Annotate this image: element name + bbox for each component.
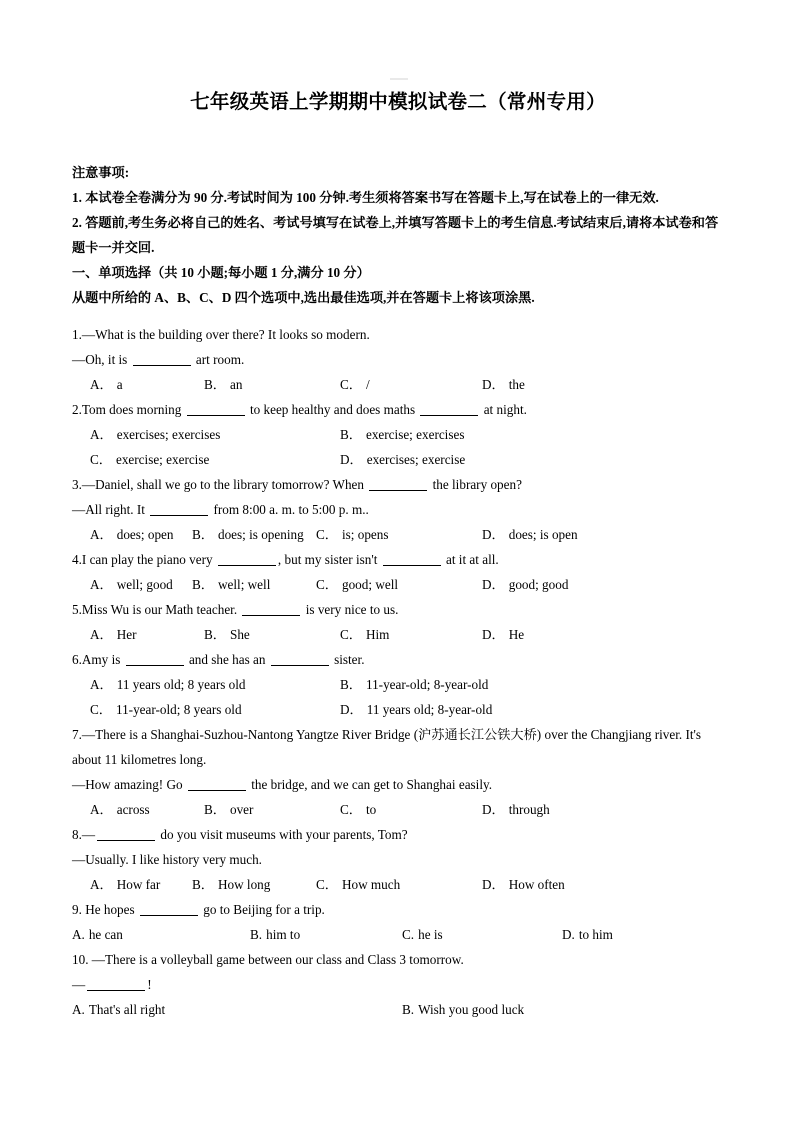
scan-artifact — [390, 78, 408, 80]
answer-blank[interactable] — [133, 365, 191, 366]
option-text: / — [365, 377, 370, 392]
option-text: over — [229, 802, 254, 817]
notice-item-1: 1. 本试卷全卷满分为 90 分.考试时间为 100 分钟.考生须将答案书写在答题卡上,写在试卷上的一律无效. — [72, 190, 659, 205]
answer-blank[interactable] — [369, 490, 427, 491]
option-text: good; good — [508, 577, 569, 592]
answer-blank[interactable] — [140, 915, 198, 916]
option-label: D． — [340, 452, 363, 467]
answer-blank[interactable] — [242, 615, 300, 616]
option-text: Him — [365, 627, 390, 642]
question-5-option-row-1 — [72, 622, 724, 647]
question-6-stem-line-1: 6.Amy is and she has an sister. — [72, 652, 365, 667]
question-9-option-D[interactable] — [562, 922, 613, 947]
question-5-stem-line-1: 5.Miss Wu is our Math teacher. is very nice to us. — [72, 602, 399, 617]
question-3-option-C[interactable] — [316, 522, 389, 547]
question-1 — [72, 322, 724, 397]
question-2-option-D[interactable] — [340, 447, 465, 472]
question-3-option-D[interactable] — [482, 522, 578, 547]
option-label: C． — [340, 627, 362, 642]
question-2-option-C[interactable] — [90, 447, 209, 472]
option-label: D． — [340, 702, 363, 717]
option-text: across — [116, 802, 150, 817]
notice-heading: 注意事项: — [72, 165, 130, 180]
question-8-option-C[interactable] — [316, 872, 400, 897]
question-9-option-row-1 — [72, 922, 724, 947]
question-7-option-A[interactable] — [90, 797, 150, 822]
question-1-option-D[interactable] — [482, 372, 525, 397]
question-10-stem-line-1: 10. —There is a volleyball game between our class and Class 3 tomorrow. — [72, 952, 464, 967]
option-label: D． — [482, 527, 505, 542]
option-label: D． — [482, 627, 505, 642]
answer-blank[interactable] — [150, 515, 208, 516]
option-label: C． — [340, 802, 362, 817]
option-text: How far — [116, 877, 161, 892]
question-1-stem-line-1: 1.—What is the building over there? It looks so modern. — [72, 327, 370, 342]
question-8-option-D[interactable] — [482, 872, 565, 897]
question-1-stem-line-2: —Oh, it is art room. — [72, 352, 245, 367]
section-heading: 一、单项选择（共 10 小题;每小题 1 分,满分 10 分） — [72, 265, 370, 280]
question-9-option-C[interactable] — [402, 922, 443, 947]
option-label: A． — [90, 677, 113, 692]
question-6-option-B[interactable] — [340, 672, 488, 697]
option-label: C． — [90, 702, 112, 717]
option-text: does; is open — [508, 527, 578, 542]
option-text: he can — [88, 927, 123, 942]
option-text: exercise; exercises — [365, 427, 465, 442]
question-6 — [72, 647, 724, 722]
question-6-option-A[interactable] — [90, 672, 246, 697]
question-4-option-C[interactable] — [316, 572, 398, 597]
option-text: him to — [266, 927, 301, 942]
question-7-stem-line-2: —How amazing! Go the bridge, and we can get to Shanghai easily. — [72, 777, 493, 792]
question-5 — [72, 597, 724, 647]
option-label: B． — [204, 802, 226, 817]
section-instruction: 从题中所给的 A、B、C、D 四个选项中,选出最佳选项,并在答题卡上将该项涂黑. — [72, 290, 535, 305]
question-4-option-row-1 — [72, 572, 724, 597]
option-text: the — [508, 377, 525, 392]
answer-blank[interactable] — [187, 415, 245, 416]
option-label: A. — [72, 1002, 85, 1017]
option-label: C. — [402, 927, 415, 942]
notice-block — [72, 160, 724, 310]
question-2 — [72, 397, 724, 472]
option-label: B． — [340, 427, 362, 442]
question-8-option-row-1 — [72, 872, 724, 897]
question-7-option-B[interactable] — [204, 797, 253, 822]
question-2-option-A[interactable] — [90, 422, 220, 447]
question-3-option-B[interactable] — [192, 522, 304, 547]
question-10-stem-line-2: — ! — [72, 977, 152, 992]
option-label: A． — [90, 802, 113, 817]
question-9-option-B[interactable] — [250, 922, 300, 947]
question-2-option-row-1 — [72, 422, 724, 447]
option-text: Her — [116, 627, 137, 642]
option-text: How much — [341, 877, 401, 892]
question-2-stem-line-1: 2.Tom does morning to keep healthy and does maths at night. — [72, 402, 527, 417]
question-1-option-row-1 — [72, 372, 724, 397]
option-text: That's all right — [88, 1002, 166, 1017]
option-label: D． — [482, 577, 505, 592]
question-3-stem-line-2: —All right. It from 8:00 a. m. to 5:00 p. m.. — [72, 502, 369, 517]
option-label: A． — [90, 527, 113, 542]
question-3 — [72, 472, 724, 547]
option-text: to him — [578, 927, 613, 942]
option-text: 11 years old; 8 years old — [116, 677, 246, 692]
question-7 — [72, 722, 724, 822]
question-3-option-A[interactable] — [90, 522, 174, 547]
option-label: D. — [562, 927, 575, 942]
option-label: A． — [90, 877, 113, 892]
question-4 — [72, 547, 724, 597]
question-8 — [72, 822, 724, 897]
question-7-option-row-1 — [72, 797, 724, 822]
option-text: through — [508, 802, 550, 817]
question-6-option-row-2 — [72, 697, 724, 722]
question-9-stem-line-1: 9. He hopes go to Beijing for a trip. — [72, 902, 325, 917]
option-text: exercise; exercise — [115, 452, 210, 467]
option-text: How long — [217, 877, 271, 892]
option-text: Wish you good luck — [418, 1002, 525, 1017]
option-text: does; open — [116, 527, 174, 542]
option-label: C． — [316, 527, 338, 542]
question-1-option-A[interactable] — [90, 372, 123, 397]
option-label: D． — [482, 802, 505, 817]
question-10-option-A[interactable] — [72, 997, 165, 1022]
option-label: B. — [402, 1002, 415, 1017]
answer-blank[interactable] — [383, 565, 441, 566]
option-text: he is — [418, 927, 443, 942]
question-10-option-B[interactable] — [402, 997, 524, 1022]
option-label: C． — [316, 877, 338, 892]
option-label: A． — [90, 627, 113, 642]
option-text: exercises; exercise — [366, 452, 466, 467]
answer-blank[interactable] — [188, 790, 246, 791]
option-label: C． — [90, 452, 112, 467]
option-label: A． — [90, 577, 113, 592]
option-text: She — [229, 627, 250, 642]
notice-item-2: 2. 答题前,考生务必将自己的姓名、考试号填写在试卷上,并填写答题卡上的考生信息.考试结束后,请将本试卷和答题卡一并交回. — [72, 215, 719, 255]
question-9 — [72, 897, 724, 947]
option-text: good; well — [341, 577, 399, 592]
question-4-stem-line-1: 4.I can play the piano very , but my sister isn't at it at all. — [72, 552, 499, 567]
question-4-option-A[interactable] — [90, 572, 173, 597]
question-2-option-B[interactable] — [340, 422, 464, 447]
question-3-option-row-1 — [72, 522, 724, 547]
answer-blank[interactable] — [218, 565, 276, 566]
page-title: 七年级英语上学期期中模拟试卷二（常州专用） — [190, 92, 606, 113]
question-4-option-B[interactable] — [192, 572, 270, 597]
question-6-option-C[interactable] — [90, 697, 242, 722]
question-6-option-row-1 — [72, 672, 724, 697]
question-8-stem-line-2: —Usually. I like history very much. — [72, 852, 262, 867]
question-7-option-C[interactable] — [340, 797, 376, 822]
option-label: D． — [482, 377, 505, 392]
option-label: B． — [192, 877, 214, 892]
option-text: well; well — [217, 577, 271, 592]
option-label: C． — [340, 377, 362, 392]
option-text: does; is opening — [217, 527, 304, 542]
answer-blank[interactable] — [420, 415, 478, 416]
answer-blank[interactable] — [97, 840, 155, 841]
option-label: D． — [482, 877, 505, 892]
option-text: 11-year-old; 8-year-old — [365, 677, 489, 692]
answer-blank[interactable] — [271, 665, 329, 666]
option-label: B. — [250, 927, 263, 942]
option-label: C． — [316, 577, 338, 592]
option-text: is; opens — [341, 527, 389, 542]
question-8-option-B[interactable] — [192, 872, 270, 897]
option-text: He — [508, 627, 525, 642]
option-label: B． — [192, 527, 214, 542]
question-5-option-C[interactable] — [340, 622, 389, 647]
question-7-option-D[interactable] — [482, 797, 550, 822]
option-text: exercises; exercises — [116, 427, 221, 442]
question-7-stem-line-1: 7.—There is a Shanghai-Suzhou-Nantong Yangtze River Bridge (沪苏通长江公铁大桥) over the Changjiang river. It's about 11 kilometres long. — [72, 727, 702, 767]
question-1-option-C[interactable] — [340, 372, 370, 397]
option-text: well; good — [116, 577, 173, 592]
question-3-stem-line-1: 3.—Daniel, shall we go to the library tomorrow? When the library open? — [72, 477, 522, 492]
option-text: an — [229, 377, 243, 392]
question-5-option-B[interactable] — [204, 622, 250, 647]
question-2-option-row-2 — [72, 447, 724, 472]
option-label: B． — [192, 577, 214, 592]
question-4-option-D[interactable] — [482, 572, 568, 597]
answer-blank[interactable] — [87, 990, 145, 991]
question-8-option-A[interactable] — [90, 872, 160, 897]
option-label: A. — [72, 927, 85, 942]
option-label: B． — [204, 627, 226, 642]
question-10-option-row-1 — [72, 997, 724, 1022]
question-5-option-D[interactable] — [482, 622, 524, 647]
question-list — [72, 322, 724, 1022]
option-text: a — [116, 377, 123, 392]
option-text: to — [365, 802, 377, 817]
option-label: B． — [340, 677, 362, 692]
option-label: A． — [90, 427, 113, 442]
question-10 — [72, 947, 724, 1022]
question-9-option-A[interactable] — [72, 922, 123, 947]
answer-blank[interactable] — [126, 665, 184, 666]
question-6-option-D[interactable] — [340, 697, 492, 722]
option-label: A． — [90, 377, 113, 392]
option-text: 11 years old; 8-year-old — [366, 702, 493, 717]
option-label: B． — [204, 377, 226, 392]
question-8-stem-line-1: 8.— do you visit museums with your parents, Tom? — [72, 827, 408, 842]
question-5-option-A[interactable] — [90, 622, 137, 647]
question-1-option-B[interactable] — [204, 372, 242, 397]
option-text: 11-year-old; 8 years old — [115, 702, 242, 717]
option-text: How often — [508, 877, 565, 892]
